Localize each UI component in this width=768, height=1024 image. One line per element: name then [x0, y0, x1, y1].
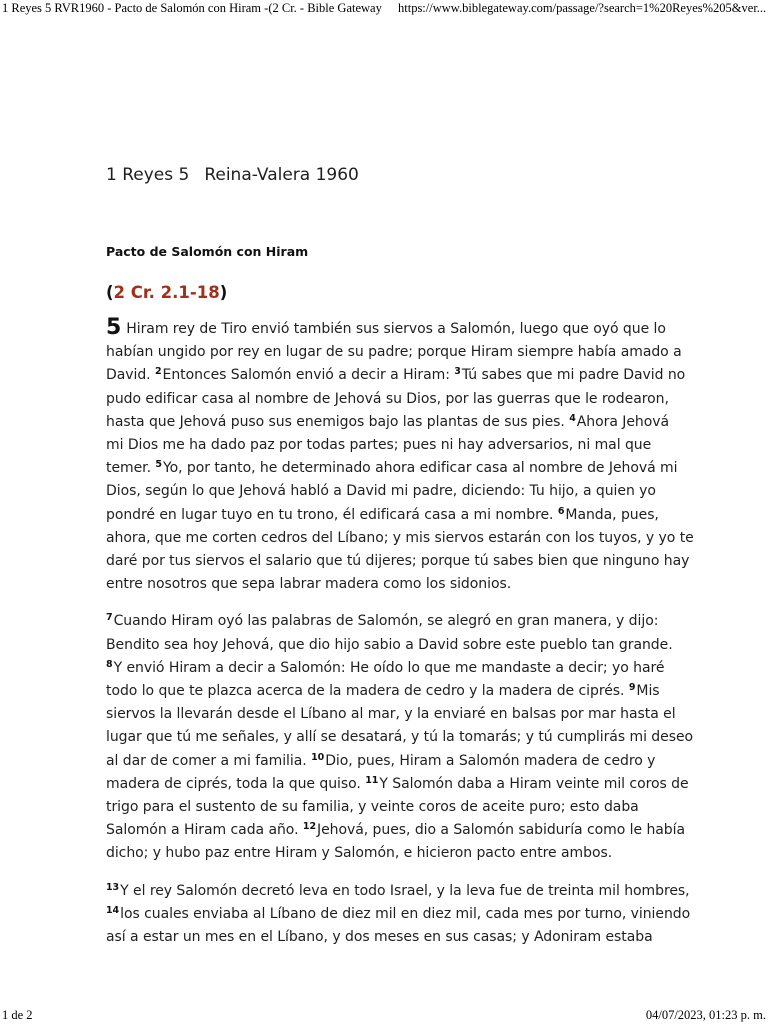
text-line: lugar que tú me señales, y allí se desatará, y tú la tomarás; y tú cumplirás mi deseo — [106, 729, 694, 746]
text-line: daré por tus siervos el salario que tú dijeres; porque tú sabes bien que ninguno hay — [106, 553, 690, 570]
print-datetime: 04/07/2023, 01:23 p. m. — [645, 1008, 766, 1022]
page-number: 1 de 2 — [2, 1008, 33, 1022]
text-line: Dios, según lo que Jehová habló a David mi padre, diciendo: Tu hijo, a quien yo — [106, 483, 656, 500]
verse-number: 8 — [106, 658, 113, 670]
text-line: ahora, que me corten cedros del Líbano; y mis siervos estarán con los tuyos, y yo te — [106, 529, 694, 546]
verse-number: 2 — [154, 366, 162, 378]
text-line: madera de ciprés, toda la que quiso. $^{11}$Y Salomón daba a Hiram veinte mil coros de — [106, 774, 689, 792]
print-page-url: https://www.biblegateway.com/passage/?search=1%20Reyes%205&ver... — [398, 1, 767, 15]
text-line: 5 Hiram rey de Tiro envió también sus siervos a Salomón, luego que oyó que lo — [106, 315, 666, 340]
paragraph — [106, 610, 694, 865]
text-line: David. $^2$Entonces Salomón envió a decir a Hiram: $^3$Tú sabes que mi padre David no — [106, 366, 686, 384]
text-line: pudo edificar casa al nombre de Jehová su Dios, por las guerras que le rodearon, — [106, 390, 669, 407]
text-line: $^7$Cuando Hiram oyó las palabras de Salomón, se alegró en gran manera, y dijo: — [106, 612, 659, 630]
text-line: $^{14}$los cuales enviaba al Líbano de diez mil en diez mil, cada mes por turno, viniendo — [106, 904, 691, 922]
cross-reference-link[interactable]: 2 Cr. 2.1-18 — [113, 283, 220, 302]
verse-number: 14 — [106, 904, 120, 916]
verse-number: 11 — [365, 774, 379, 786]
verse-number: 5 — [155, 459, 162, 471]
passage-content — [106, 160, 694, 949]
verse-number: 6 — [557, 505, 565, 517]
paragraph — [106, 880, 691, 950]
text-line: así a estar un mes en el Líbano, y dos meses en sus casas; y Adoniram estaba — [106, 929, 653, 946]
verse-number: 7 — [106, 612, 113, 624]
text-line: temer. $^5$Yo, por tanto, he determinado ahora edificar casa al nombre de Jehová mi — [106, 459, 678, 477]
verse-number: 4 — [569, 412, 576, 424]
cross-reference: (2 Cr. 2.1-18) — [106, 283, 228, 302]
chapter-number: 5 — [106, 315, 122, 340]
paragraph — [106, 315, 694, 596]
text-line: Salomón a Hiram cada año. $^{12}$Jehová, pues, dio a Salomón sabiduría como le había — [106, 821, 686, 839]
text-line: dicho; y hubo paz entre Hiram y Salomón, e hicieron pacto entre ambos. — [106, 845, 613, 862]
text-line: $^8$Y envió Hiram a decir a Salomón: He oído lo que me mandaste a decir; yo haré — [106, 658, 665, 676]
section-heading: Pacto de Salomón con Hiram — [106, 244, 309, 259]
passage-reference: 1 Reyes 5 — [106, 165, 190, 185]
text-line: pondré en lugar tuyo en tu trono, él edificará casa a mi nombre. $^6$Manda, pues, — [106, 505, 659, 523]
print-footer — [0, 1008, 768, 1024]
text-line: siervos la llevarán desde el Líbano al mar, y la enviaré en balsas por mar hasta el — [106, 706, 676, 723]
verse-number: 13 — [106, 881, 120, 893]
verse-number: 10 — [311, 751, 325, 763]
text-line: $^{13}$Y el rey Salomón decretó leva en todo Israel, y la leva fue de treinta mil hombres, — [106, 881, 690, 899]
verse-number: 12 — [302, 821, 317, 833]
text-line: Bendito sea hoy Jehová, que dio hijo sabio a David sobre este pueblo tan grande. — [106, 636, 673, 653]
text-line: entre nosotros que sepa labrar madera como los sidonios. — [106, 576, 512, 593]
text-line: hasta que Jehová puso sus enemigos bajo las plantas de sus pies. $^4$Ahora Jehová — [106, 412, 670, 430]
text-line: al dar de comer a mi familia. $^{10}$Dio, pues, Hiram a Salomón madera de cedro y — [106, 751, 656, 769]
text-line: habían ungido por rey en lugar de su padre; porque Hiram siempre había amado a — [106, 344, 682, 361]
text-line: trigo para el sustento de su familia, y veinte coros de aceite puro; esto daba — [106, 799, 639, 816]
print-header — [0, 0, 768, 20]
verse-number: 3 — [454, 366, 461, 378]
text-line: todo lo que te plazca acerca de la madera de cedro y la madera de ciprés. $^9$Mis — [106, 682, 660, 700]
passage-version: Reina-Valera 1960 — [204, 165, 359, 185]
verse-number: 9 — [628, 682, 636, 694]
text-line: mi Dios me ha dado paz por todas partes; pues ni hay adversarios, ni mal que — [106, 437, 652, 454]
print-page-title: 1 Reyes 5 RVR1960 - Pacto de Salomón con Hiram -(2 Cr. - Bible Gateway — [2, 1, 382, 15]
passage-title — [106, 160, 666, 190]
